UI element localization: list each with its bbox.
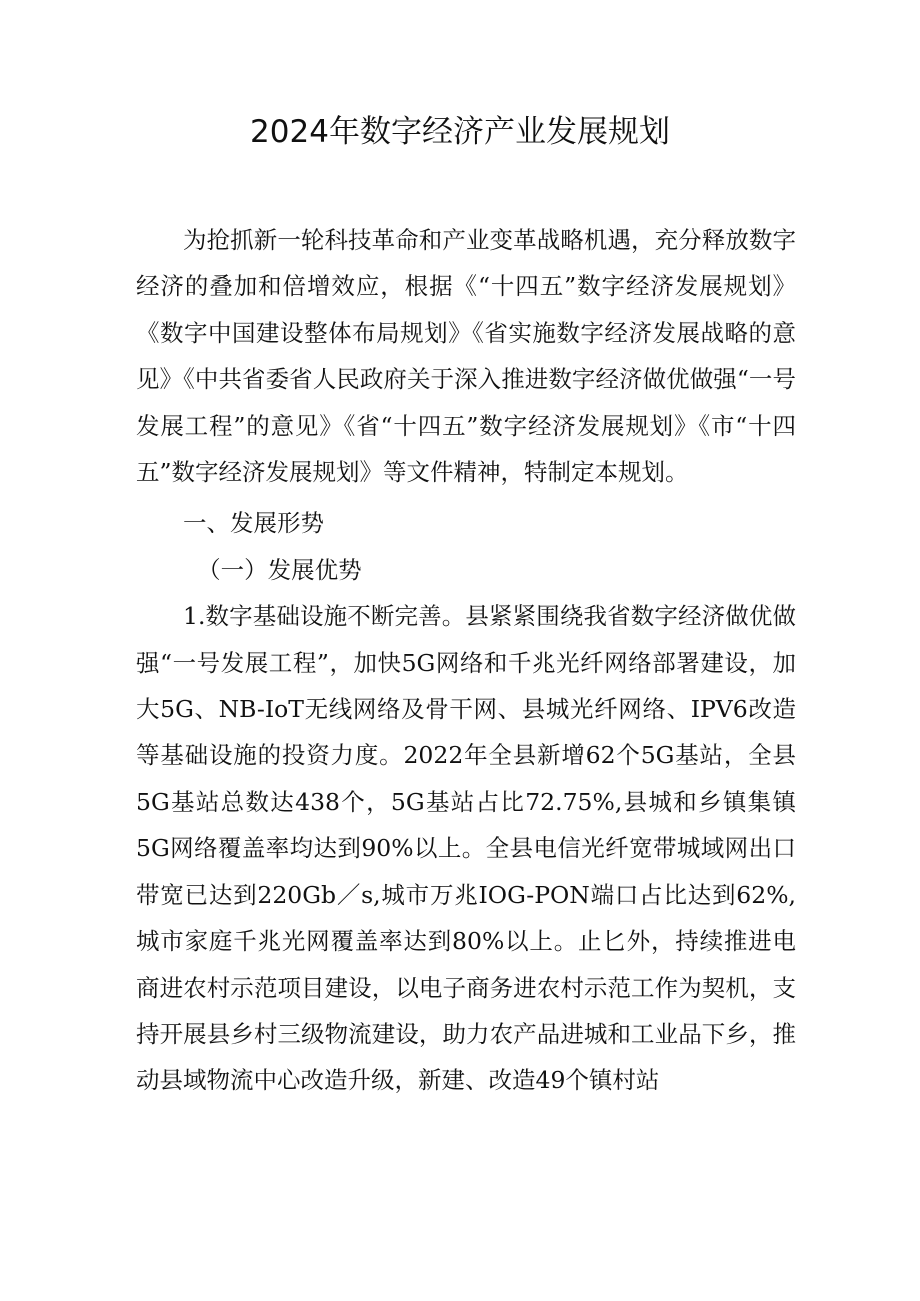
subsection-heading-development-advantages: （一）发展优势: [197, 555, 362, 584]
document-title: 2024年数字经济产业发展规划: [250, 114, 670, 150]
intro-paragraph: 为抢抓新一轮科技革命和产业变革战略机遇，充分释放数字经济的叠加和倍增效应，根据《“十四五”数字经济发展规划》《数字中国建设整体布局规划》《省实施数字经济发展战略的意见》《中共省委省人民政府关于深入推进数字经济做优做强“一号发展工程”的意见》《省“十四五”数字经济发展规划》《市“十四五”数字经济发展规划》等文件精神，特制定本规划。: [136, 226, 796, 487]
document-body: [136, 217, 796, 1104]
infrastructure-paragraph: 1.数字基础设施不断完善。县紧紧围绕我省数字经济做优做强“一号发展工程”，加快5G网络和千兆光纤网络部署建设，加大5G、NB-IoT无线网络及骨干网、县城光纤网络、IPV6改造等基础设施的投资力度。2022年全县新增62个5G基站，全县5G基站总数达438个，5G基站占比72.75%,县城和乡镇集镇5G网络覆盖率均达到90%以上。全县电信光纤宽带城域网出口带宽已达到220Gb／s,城市万兆IOG-PON端口占比达到62%,城市家庭千兆光网覆盖率达到80%以上。止匕外，持续推进电商进农村示范项目建设，以电子商务进农村示范工作为契机，支持开展县乡村三级物流建设，助力农产品进城和工业品下乡，推动县域物流中心改造升级，新建、改造49个镇村站: [136, 602, 796, 1095]
section-heading-development-situation: 一、发展形势: [183, 509, 324, 538]
